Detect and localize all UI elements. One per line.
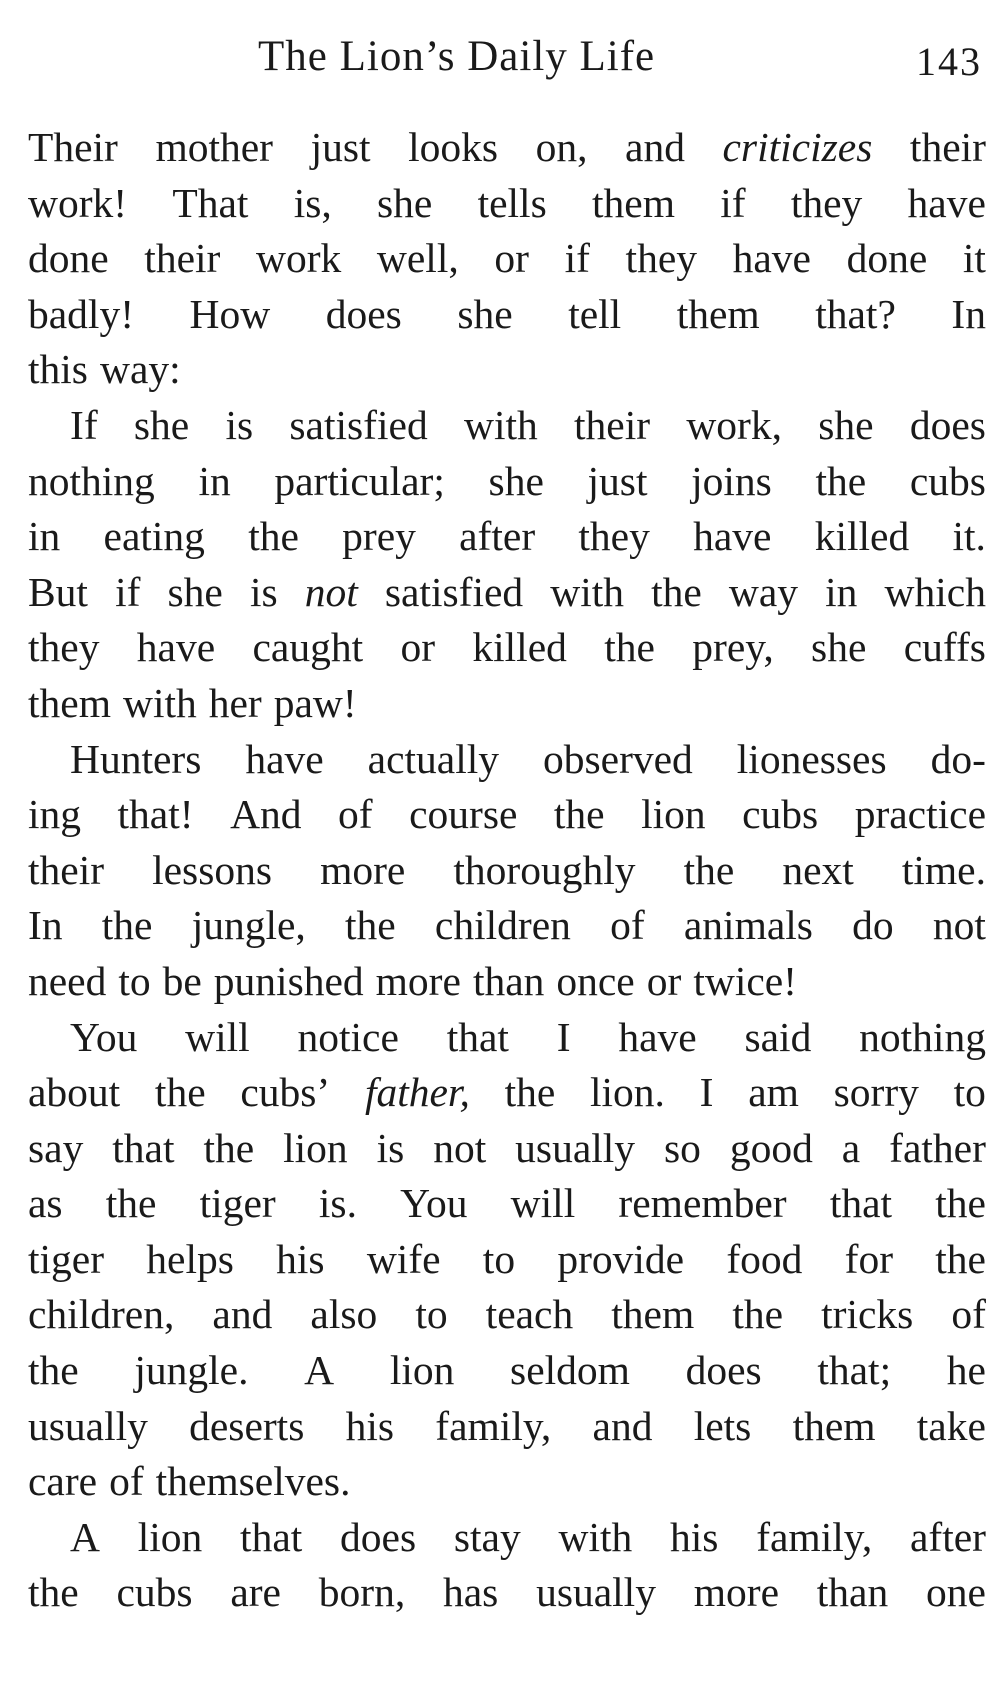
word: of (109, 1458, 144, 1505)
word: father (889, 1124, 986, 1171)
word: jungle. (134, 1347, 249, 1394)
text-line (28, 898, 986, 954)
word: work! (28, 179, 128, 226)
word: the (28, 1347, 79, 1394)
word: cuffs (903, 624, 986, 671)
body-text (28, 120, 986, 1621)
word: is (376, 1124, 405, 1171)
word: and (212, 1291, 273, 1338)
word: to (118, 957, 151, 1004)
word: done (846, 235, 928, 282)
word: satisfied (384, 568, 524, 615)
word: notice (297, 1013, 399, 1060)
word: them (28, 679, 111, 726)
running-title: The Lion’s Daily Life (258, 33, 656, 80)
word: she (818, 401, 874, 448)
word: themselves. (155, 1458, 351, 1505)
text-line (28, 287, 986, 343)
word: observed (543, 735, 693, 782)
word: have (136, 624, 216, 671)
word: lion (283, 1124, 348, 1171)
word: caught (252, 624, 364, 671)
word: more (693, 1569, 779, 1616)
word: twice! (693, 957, 798, 1004)
word: course (409, 791, 518, 838)
word: tricks (821, 1291, 914, 1338)
word: punished (213, 957, 364, 1004)
word: the (553, 791, 605, 838)
word: work (255, 235, 342, 282)
word: the (203, 1124, 255, 1171)
word: lionesses (736, 735, 887, 782)
word: in (198, 457, 231, 504)
text-line (28, 231, 986, 287)
word: that (446, 1013, 509, 1060)
word: in (28, 513, 61, 560)
word: than (816, 1569, 889, 1616)
word: family, (435, 1402, 552, 1449)
word: Their (28, 124, 118, 170)
word: so (664, 1124, 701, 1171)
text-line (28, 120, 986, 176)
word: and (625, 124, 685, 170)
word: Hunters (70, 735, 202, 782)
word: the (683, 846, 735, 893)
word: lion (389, 1347, 455, 1394)
word: his (276, 1235, 325, 1282)
word: more (320, 846, 406, 893)
word: in (825, 568, 858, 615)
word: the (604, 624, 655, 671)
word: ing (28, 791, 82, 838)
word: satisfied (289, 401, 428, 448)
text-line (28, 954, 986, 1010)
word: they (625, 235, 697, 282)
word: does (325, 290, 402, 337)
word: tiger (199, 1180, 276, 1227)
word: provide (557, 1235, 685, 1282)
word: the (935, 1235, 986, 1282)
word: for (844, 1235, 894, 1282)
word: her (208, 679, 262, 726)
word: they (578, 513, 650, 560)
word: a (841, 1124, 861, 1171)
word: of (951, 1291, 986, 1338)
word: usually (28, 1402, 148, 1449)
word: them (676, 290, 760, 337)
word: to (415, 1291, 448, 1338)
word: killed (814, 513, 910, 560)
text-line (28, 1065, 986, 1121)
word: is. (318, 1180, 357, 1227)
word: more (375, 957, 461, 1004)
word: their (144, 235, 221, 282)
word: the (105, 1180, 157, 1227)
word: it. (952, 513, 986, 560)
word: with (558, 1513, 633, 1560)
word: remember (618, 1180, 787, 1227)
word: A (304, 1347, 335, 1394)
word: or (400, 624, 436, 671)
word: usually (515, 1124, 636, 1171)
word: lion (137, 1513, 203, 1560)
word: am (748, 1069, 799, 1116)
word: she (133, 401, 190, 448)
word: them (611, 1291, 695, 1338)
word: That (172, 179, 249, 226)
text-line (28, 1399, 986, 1455)
text-line (28, 843, 986, 899)
word: jungle, (191, 902, 306, 949)
word: does (340, 1513, 417, 1560)
word: just (310, 124, 371, 170)
word: does (685, 1347, 762, 1394)
word: have (693, 513, 772, 560)
word: But (28, 568, 88, 615)
word: need (28, 957, 107, 1004)
word: eating (103, 513, 205, 560)
word: actually (367, 735, 500, 782)
word: he (946, 1347, 986, 1394)
word: she (811, 624, 867, 671)
word: lessons (152, 846, 273, 893)
word: How (189, 290, 271, 337)
word: cubs (909, 457, 986, 504)
word: does (909, 401, 986, 448)
word: good (729, 1124, 813, 1171)
word: born, (318, 1569, 406, 1616)
word: about (28, 1069, 121, 1116)
word: tiger (28, 1235, 105, 1282)
text-line (28, 1287, 986, 1343)
word: with (122, 679, 197, 726)
word: children, (28, 1291, 175, 1338)
word: I (556, 1013, 571, 1060)
word: if (115, 568, 141, 615)
word: and (592, 1402, 653, 1449)
word: done (28, 235, 109, 282)
word: after (909, 1513, 986, 1560)
text-line (28, 342, 986, 398)
word: if (720, 179, 746, 226)
word: cubs (116, 1569, 193, 1616)
word: the (504, 1069, 556, 1116)
text-line (28, 732, 986, 788)
page-number: 143 (916, 39, 982, 84)
word: to (953, 1069, 986, 1116)
word: thoroughly (453, 846, 636, 893)
text-line (28, 1565, 986, 1621)
word: say (28, 1124, 84, 1171)
word: wife (366, 1235, 441, 1282)
word: the (154, 1069, 206, 1116)
running-head (0, 32, 1000, 92)
word: next (782, 846, 854, 893)
word: stay (453, 1513, 521, 1560)
word: seldom (510, 1347, 630, 1394)
word: practice (854, 791, 986, 838)
word: said (744, 1013, 812, 1060)
word: cubs’ (240, 1069, 331, 1116)
word: killed (472, 624, 567, 671)
word: You (400, 1180, 468, 1227)
word: lets (693, 1402, 752, 1449)
word: to (482, 1235, 516, 1282)
text-line (28, 565, 986, 621)
text-line (28, 1121, 986, 1177)
word: In (28, 902, 63, 949)
word: You (70, 1013, 138, 1060)
word: the (101, 902, 153, 949)
word: than (472, 957, 545, 1004)
word: way: (99, 346, 181, 393)
word: animals (683, 902, 813, 949)
word: way (728, 568, 799, 615)
word: she (488, 457, 544, 504)
word: I (699, 1069, 714, 1116)
word: particular; (274, 457, 445, 504)
word: she (457, 290, 513, 337)
word: one (925, 1569, 986, 1616)
word: just (587, 457, 648, 504)
word: are (230, 1569, 281, 1616)
word: that (240, 1513, 303, 1560)
word: teach (485, 1291, 574, 1338)
text-line (28, 176, 986, 232)
word: prey, (692, 624, 774, 671)
word: sorry (833, 1069, 919, 1116)
word: also (310, 1291, 378, 1338)
word: the (732, 1291, 784, 1338)
word: on, (535, 124, 588, 170)
word: paw! (273, 679, 357, 726)
word: not (304, 568, 358, 615)
word: their (909, 124, 986, 170)
word: after (459, 513, 536, 560)
word: the (345, 902, 396, 949)
word: will (185, 1013, 250, 1060)
word: do (852, 902, 894, 949)
word: the (935, 1180, 986, 1227)
word: the (815, 457, 867, 504)
word: the (28, 1569, 79, 1616)
word: work, (686, 401, 782, 448)
word: children (434, 902, 571, 949)
word: it (962, 235, 986, 282)
word: have (618, 1013, 697, 1060)
text-line (28, 1343, 986, 1399)
text-line (28, 454, 986, 510)
word: nothing (28, 457, 155, 504)
word: that (829, 1180, 893, 1227)
word: A (70, 1513, 100, 1560)
word: tells (477, 179, 547, 226)
word: cubs (742, 791, 819, 838)
word: usually (536, 1569, 656, 1616)
word: the (651, 568, 702, 615)
word: is (249, 568, 278, 615)
word: nothing (859, 1013, 986, 1060)
word: do- (930, 735, 986, 782)
word: looks (408, 124, 499, 170)
word: father, (364, 1069, 470, 1116)
word: have (907, 179, 986, 226)
word: that (112, 1124, 175, 1171)
word: that? (815, 290, 896, 337)
word: their (574, 401, 651, 448)
word: that; (817, 1347, 892, 1394)
word: have (732, 235, 811, 282)
word: his (345, 1402, 395, 1449)
word: be (162, 957, 202, 1004)
word: mother (155, 124, 273, 170)
text-line (28, 676, 986, 732)
text-line (28, 1454, 986, 1510)
word: food (726, 1235, 803, 1282)
word: this (28, 346, 88, 393)
text-line (28, 620, 986, 676)
word: once (556, 957, 635, 1004)
word: they (28, 624, 100, 671)
word: prey (342, 513, 416, 560)
word: they (790, 179, 863, 226)
word: not (932, 902, 986, 949)
word: joins (691, 457, 772, 504)
text-line (28, 1010, 986, 1066)
word: helps (146, 1235, 234, 1282)
word: will (510, 1180, 576, 1227)
word: lion. (590, 1069, 665, 1116)
word: his (670, 1513, 719, 1560)
word: or (494, 235, 529, 282)
word: is (225, 401, 254, 448)
word: In (951, 290, 986, 337)
word: she (377, 179, 433, 226)
word: criticizes (722, 124, 873, 170)
word: them (592, 179, 675, 226)
word: And (230, 791, 302, 838)
word: not (433, 1124, 487, 1171)
word: that! (117, 791, 194, 838)
word: take (916, 1402, 986, 1449)
word: of (338, 791, 373, 838)
text-line (28, 1176, 986, 1232)
word: or (646, 957, 682, 1004)
word: has (442, 1569, 499, 1616)
word: is, (293, 179, 332, 226)
text-line (28, 787, 986, 843)
word: well, (376, 235, 459, 282)
word: care (28, 1458, 98, 1505)
word: which (884, 568, 986, 615)
word: badly! (28, 290, 135, 337)
word: family, (756, 1513, 873, 1560)
word: lion (641, 791, 706, 838)
word: as (28, 1180, 63, 1227)
word: with (463, 401, 538, 448)
word: the (248, 513, 299, 560)
word: have (245, 735, 324, 782)
word: their (28, 846, 105, 893)
text-line (28, 398, 986, 454)
text-line (28, 1232, 986, 1288)
word: time. (901, 846, 986, 893)
word: if (564, 235, 590, 282)
word: she (167, 568, 223, 615)
text-line (28, 1510, 986, 1566)
text-line (28, 509, 986, 565)
word: deserts (189, 1402, 305, 1449)
word: tell (568, 290, 622, 337)
word: with (550, 568, 625, 615)
word: of (610, 902, 645, 949)
word: If (70, 401, 98, 448)
word: them (792, 1402, 876, 1449)
